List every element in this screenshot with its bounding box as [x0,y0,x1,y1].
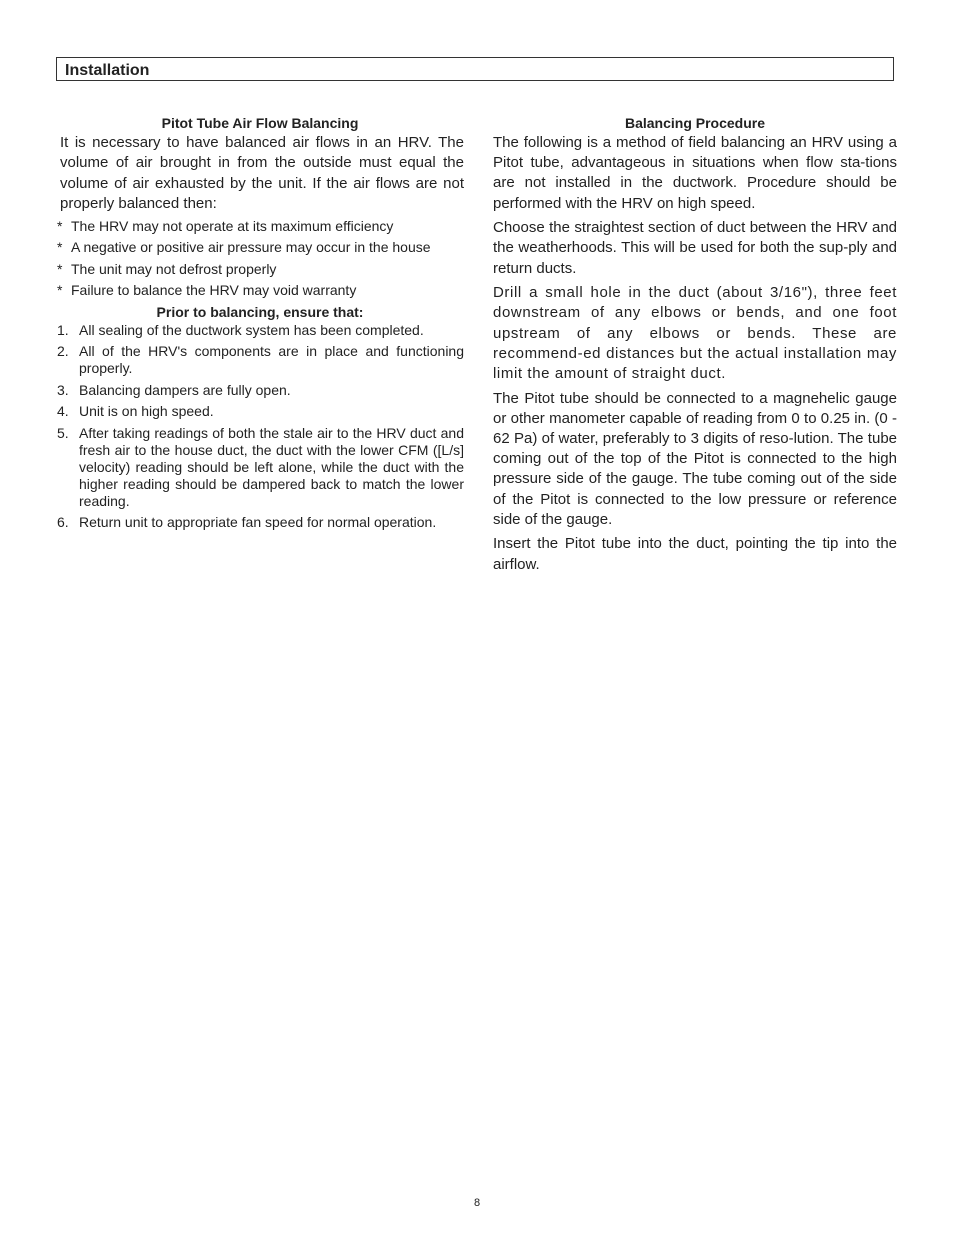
procedure-paragraph: The following is a method of field balancing an HRV using a Pitot tube, advantageous in situations when flow sta-tions are not installed in the ductwork. Procedure should be performed with the HRV on high speed. [493,134,897,212]
list-item-text: The HRV may not operate at its maximum efficiency [71,217,394,234]
list-item-text: After taking readings of both the stale air to the HRV duct and fresh air to the house duct, the duct with the lower CFM ([L/s] velocity) reading should be left alone, while the duct with the higher reading should be dampered back to match the lower reading. [79,424,464,509]
bullet-mark: * [57,217,63,234]
step-number: 2. [57,343,69,360]
list-item-text: A negative or positive air pressure may occur in the house [71,239,431,256]
section-header-bar [56,57,894,81]
bullet-mark: * [57,282,63,299]
list-item [56,425,464,510]
list-item-text: Unit is on high speed. [79,403,214,420]
list-item [56,322,464,339]
list-item-text: Balancing dampers are fully open. [79,381,291,398]
step-number: 3. [57,381,69,398]
prior-heading: Prior to balancing, ensure that: [156,303,364,320]
list-item [56,514,464,531]
list-item [56,239,464,256]
step-number: 5. [57,424,69,441]
list-item [56,382,464,399]
section-title: Installation [65,62,150,79]
bullet-mark: * [57,239,63,256]
procedure-paragraph: The Pitot tube should be connected to a magnehelic gauge or other manometer capable of reading from 0 to 0.25 in. (0 - 62 Pa) of water, preferably to 3 digits of reso-lution. The tube coming out of the top of the Pitot is connected to the high pressure side of the gauge. The tube coming out of the side of the Pitot is connected to the low pressure or reference side of the gauge. [493,389,897,528]
list-item [56,261,464,278]
page-number: 8 [473,1197,481,1209]
list-item-text: The unit may not defrost properly [71,260,277,277]
list-item [56,282,464,299]
list-item-text: All of the HRV's components are in place and functioning properly. [79,343,464,377]
consequence-list [56,218,464,300]
list-item-text: All sealing of the ductwork system has been completed. [79,321,424,338]
left-column [56,113,464,536]
procedure-paragraph: Insert the Pitot tube into the duct, pointing the tip into the airflow. [493,535,897,573]
bullet-mark: * [57,260,63,277]
right-column [493,113,897,579]
list-item-text: Return unit to appropriate fan speed for normal operation. [79,514,437,531]
list-item [56,218,464,235]
procedure-paragraph: Drill a small hole in the duct (about 3/16"), three feet downstream of any elbows or bends, and one foot upstream of any elbows or bends. These are recommend-ed distances but the actual installation may limit the amount of straight duct. [493,284,897,383]
step-number: 4. [57,403,69,420]
list-item-text: Failure to balance the HRV may void warranty [71,282,357,299]
list-item [56,343,464,377]
step-number: 6. [57,514,69,531]
procedure-paragraph: Choose the straightest section of duct between the HRV and the weatherhoods. This will be used for both the sup-ply and return ducts. [493,219,897,277]
pitot-heading: Pitot Tube Air Flow Balancing [161,115,359,131]
prior-steps-list [56,322,464,532]
intro-paragraph: It is necessary to have balanced air flows in an HRV. The volume of air brought in from the outside must equal the volume of air exhausted by the unit. If the air flows are not properly balanced then: [60,134,464,213]
procedure-heading: Balancing Procedure [624,115,766,131]
list-item [56,403,464,420]
step-number: 1. [57,321,69,338]
